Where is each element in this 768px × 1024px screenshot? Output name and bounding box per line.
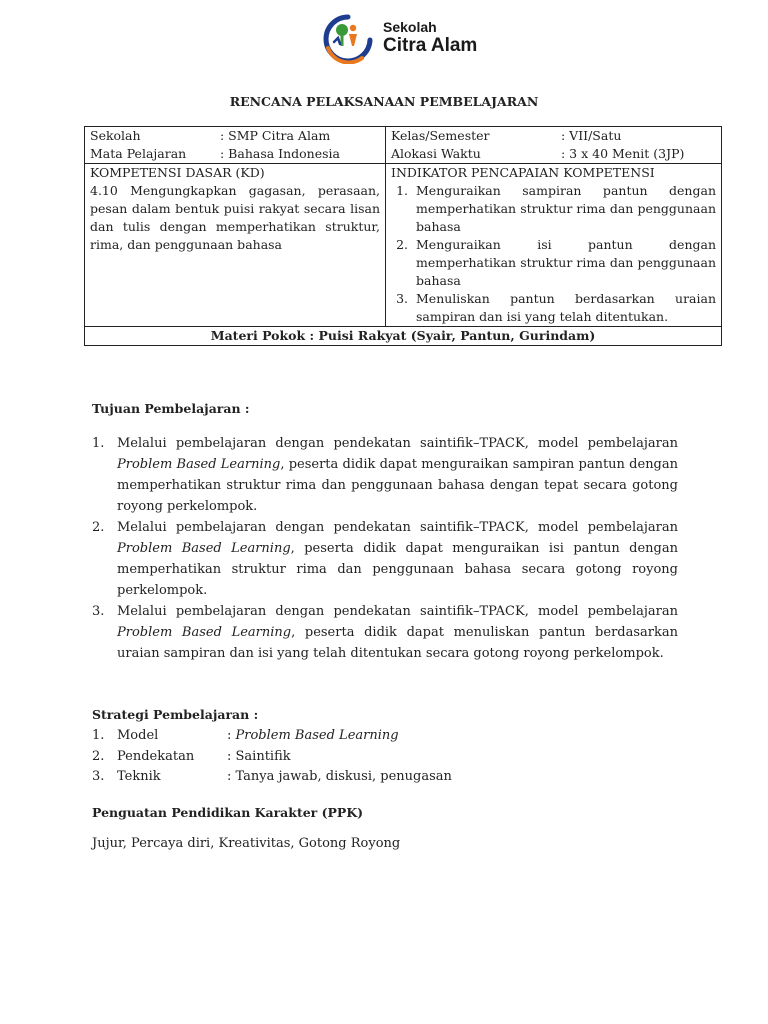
tujuan-num: 2. <box>92 520 105 535</box>
tujuan-item <box>92 601 678 664</box>
kelas-value: : VII/Satu <box>561 128 622 143</box>
info-left-cell <box>85 127 386 164</box>
rpp-header-table <box>84 126 722 346</box>
strategi-num: 2. <box>92 748 105 764</box>
kd-heading: KOMPETENSI DASAR (KD) <box>90 165 265 180</box>
strategi-key: Teknik <box>117 769 161 784</box>
ppk-text: Jujur, Percaya diri, Kreativitas, Gotong Royong <box>92 836 401 851</box>
tujuan-list <box>92 433 678 664</box>
ppk-heading: Penguatan Pendidikan Karakter (PPK) <box>92 805 364 820</box>
strategi-item <box>92 726 452 747</box>
ipk-item <box>391 290 716 326</box>
kd-text: 4.10 Mengungkapkan gagasan, perasaan, pesan dalam bentuk puisi rakyat secara lisan dan tulis dengan memperhatikan struktur, rima, dan penggunaan bahasa <box>90 183 380 252</box>
tujuan-text: Melalui pembelajaran dengan pendekatan saintifik–TPACK, model pembelajaran Problem Based Learning, peserta didik dapat menguraikan isi pantun dengan memperhatikan struktur rima dan penggunaan bahasa secara gotong royong perkelompok. <box>117 520 678 598</box>
mapel-value: : Bahasa Indonesia <box>220 146 340 161</box>
tujuan-heading: Tujuan Pembelajaran : <box>92 401 250 416</box>
alokasi-value: : 3 x 40 Menit (3JP) <box>561 146 685 161</box>
ipk-text: Menguraikan sampiran pantun dengan memperhatikan struktur rima dan penggunaan bahasa <box>416 183 716 234</box>
logo-line-1: Sekolah <box>383 19 437 35</box>
strategi-value: : Problem Based Learning <box>227 728 399 743</box>
ipk-heading: INDIKATOR PENCAPAIAN KOMPETENSI <box>391 165 655 180</box>
ipk-num: 2. <box>396 237 408 252</box>
tujuan-item <box>92 517 678 601</box>
ipk-text: Menuliskan pantun berdasarkan uraian sampiran dan isi yang telah ditentukan. <box>416 291 716 324</box>
school-logo <box>316 14 496 64</box>
citra-alam-logo-icon <box>316 14 380 64</box>
ipk-text: Menguraikan isi pantun dengan memperhatikan struktur rima dan penggunaan bahasa <box>416 237 716 288</box>
document-title: RENCANA PELAKSANAAN PEMBELAJARAN <box>229 94 539 109</box>
strategi-value: : Saintifik <box>227 748 291 764</box>
logo-line-2: Citra Alam <box>383 35 478 56</box>
ipk-cell <box>386 164 722 327</box>
mapel-label: Mata Pelajaran <box>90 146 187 161</box>
tujuan-num: 3. <box>92 604 105 619</box>
kelas-label: Kelas/Semester <box>391 128 490 143</box>
strategi-num: 1. <box>92 728 105 743</box>
strategi-item <box>92 747 452 768</box>
sekolah-value: : SMP Citra Alam <box>220 128 331 143</box>
sekolah-label: Sekolah <box>90 128 141 143</box>
ipk-list <box>391 182 716 326</box>
materi-pokok: Materi Pokok : Puisi Rakyat (Syair, Pantun, Gurindam) <box>85 327 722 346</box>
strategi-item <box>92 767 452 788</box>
info-right-cell <box>386 127 722 164</box>
ipk-item <box>391 236 716 290</box>
strategi-num: 3. <box>92 769 105 784</box>
strategi-key: Pendekatan <box>117 748 195 764</box>
strategi-list <box>92 726 452 788</box>
strategi-heading: Strategi Pembelajaran : <box>92 707 259 722</box>
tujuan-text: Melalui pembelajaran dengan pendekatan saintifik–TPACK, model pembelajaran Problem Based Learning, peserta didik dapat menuliskan pantun berdasarkan uraian sampiran dan isi yang telah ditentukan secara gotong royong perkelompok. <box>117 604 678 661</box>
tujuan-num: 1. <box>92 436 105 451</box>
ipk-num: 3. <box>396 291 408 306</box>
alokasi-label: Alokasi Waktu <box>391 146 481 161</box>
strategi-value: : Tanya jawab, diskusi, penugasan <box>227 769 452 784</box>
ipk-num: 1. <box>396 183 408 198</box>
strategi-key: Model <box>117 728 159 743</box>
ipk-item <box>391 182 716 236</box>
kd-cell <box>85 164 386 327</box>
tujuan-text: Melalui pembelajaran dengan pendekatan saintifik–TPACK, model pembelajaran Problem Based Learning, peserta didik dapat menguraikan sampiran pantun dengan memperhatikan struktur rima dan penggunaan bahasa dengan tepat secara gotong royong perkelompok. <box>117 436 679 514</box>
tujuan-item <box>92 433 678 517</box>
